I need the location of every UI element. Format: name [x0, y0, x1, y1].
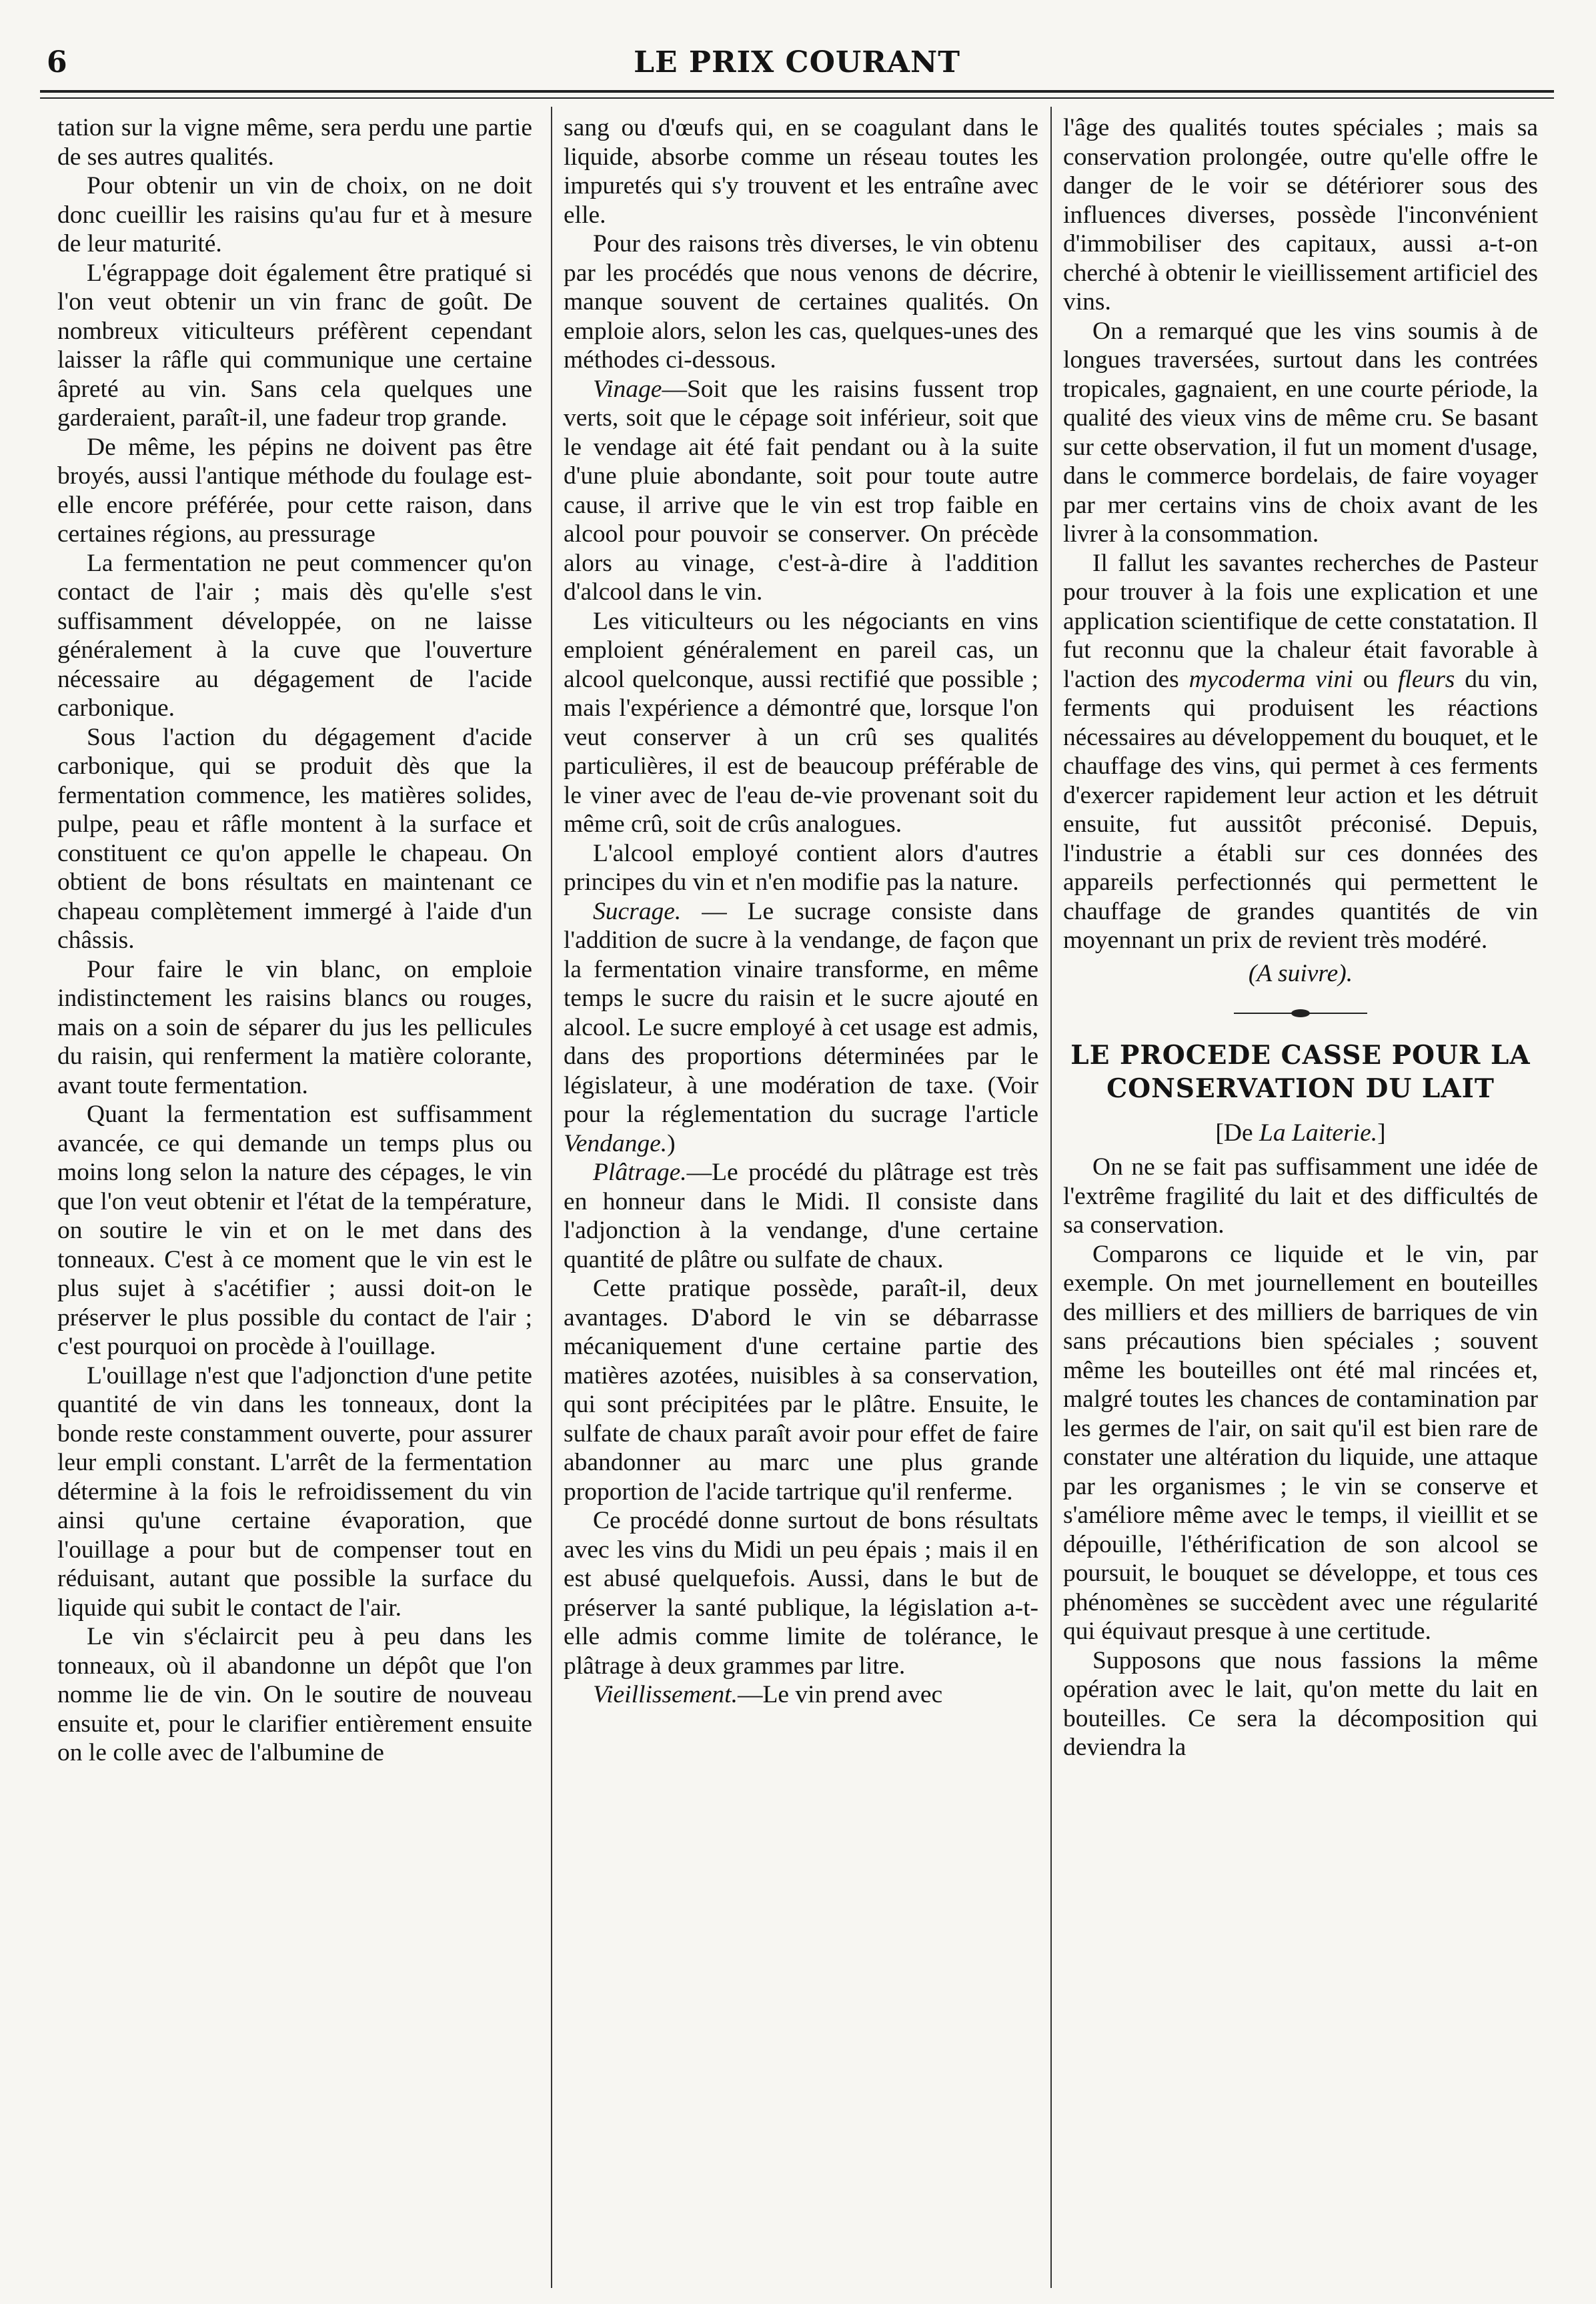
section-label: Vinage	[593, 375, 662, 403]
paragraph-vinage: Vinage—Soit que les raisins fussent trop verts, soit que le cépage soit inférieur, soit que le vendage ait été fait pendant ou à la suite d'une pluie abondante, soit pour toute autre cause, il arrive que le vin est trop faible en alcool pour pouvoir se conserver. On précède alors au vinage, c'est-à-dire à l'addition d'alcool dans le vin.	[564, 375, 1038, 606]
cross-reference: Vendange.	[564, 1129, 668, 1157]
article-source: [De La Laiterie.]	[1215, 1119, 1386, 1147]
column-2	[564, 113, 1038, 2275]
paragraph: Le vin s'éclaircit peu à peu dans les tonneaux, où il abandonne un dépôt que l'on nomme lie de vin. On le soutire de nouveau ensuite et, pour le clarifier entièrement ensuite on le colle avec de l'albumine de	[57, 1623, 532, 1766]
paragraph: La fermentation ne peut commencer qu'on contact de l'air ; mais dès qu'elle s'est suffisamment développée, on ne laisse généralement à la cuve que l'ouverture nécessaire au dégagement de l'acide carbonique.	[57, 549, 532, 722]
paragraph: tation sur la vigne même, sera perdu une partie de ses autres qualités.	[57, 114, 532, 171]
page-number: 6	[47, 45, 67, 79]
column-1	[57, 113, 532, 2275]
paragraph: l'âge des qualités toutes spéciales ; mais sa conservation prolongée, outre qu'elle offre le danger de le voir se détériorer sous des influences diverses, possède l'inconvénient d'immobiliser des capitaux, aussi a-t-on cherché à obtenir le vieillissement artificiel des vins.	[1063, 114, 1538, 316]
paragraph: Supposons que nous fassions la même opération avec le lait, qu'on mette du lait en bouteilles. Ce sera la décomposition qui deviendra la	[1063, 1646, 1538, 1761]
paragraph: Cette pratique possède, paraît-il, deux avantages. D'abord le vin se débarrasse mécaniquement d'une certaine partie des matières azotées, nuisibles à sa conservation, qui sont précipitées par le plâtre. Ensuite, le sulfate de chaux paraît avoir pour effet de faire abandonner au marc une plus grande proportion de l'acide tartrique qu'il renferme.	[564, 1275, 1038, 1506]
paragraph: L'ouillage n'est que l'adjonction d'une petite quantité de vin dans les tonneaux, dont la bonde reste constamment ouverte, pour assurer leur empli constant. L'arrêt de la fermentation détermine à la fois le refroidissement du vin ainsi qu'une certaine évaporation, que l'ouillage a pour but de compenser tout en réduisant, autant que possible la surface du liquide qui subit le contact de l'air.	[57, 1361, 532, 1622]
paragraph-vieillissement: Vieillissement.—Le vin prend avec	[593, 1681, 943, 1708]
paragraph: Pour faire le vin blanc, on emploie indistinctement les raisins blancs ou rouges, mais on a soin de séparer du jus les pellicules du raisin, qui renferment la matière colorante, avant toute fermentation.	[57, 955, 532, 1099]
paragraph: L'alcool employé contient alors d'autres principes du vin et n'en modifie pas la nature.	[564, 839, 1038, 896]
paragraph: Pour obtenir un vin de choix, on ne doit donc cueillir les raisins qu'au fur et à mesure de leur maturité.	[57, 172, 532, 257]
header-rule-thin	[40, 97, 1554, 99]
paragraph: L'égrappage doit également être pratiqué si l'on veut obtenir un vin franc de goût. De nombreux viticulteurs préfèrent cependant laisser la râfle qui communique une certaine âpreté au vin. Sans cela quelques une garderaient, paraît-il, une fadeur trop grande.	[57, 259, 532, 432]
page-header	[40, 40, 1554, 87]
paragraph: On a remarqué que les vins soumis à de longues traversées, surtout dans les contrées tropicales, gagnaient, en une courte période, la qualité des vieux vins de même cru. Se basant sur cette observation, il fut un moment d'usage, dans le commerce bordelais, de faire voyager par mer certains vins de choix avant de les livrer à la consommation.	[1063, 317, 1538, 548]
running-title: LE PRIX COURANT	[634, 45, 960, 79]
header-rule	[40, 90, 1554, 93]
column-3	[1063, 113, 1538, 2275]
paragraph: Pour des raisons très diverses, le vin obtenu par les procédés que nous venons de décrire, manque souvent de certaines qualités. On emploie alors, selon les cas, quelques-unes des méthodes ci-dessous.	[564, 230, 1038, 374]
paragraph: sang ou d'œufs qui, en se coagulant dans le liquide, absorbe comme un réseau toutes les impuretés qui s'y trouvent et les entraîne avec elle.	[564, 114, 1038, 229]
to-be-continued: (A suivre).	[1248, 959, 1353, 987]
paragraph: Sous l'action du dégagement d'acide carbonique, qui se produit dès que la fermentation commence, les matières solides, pulpe, peau et râfle montent à la surface et constituent ce qu'on appelle le chapeau. On obtient de bons résultats en maintenant ce chapeau complètement immergé à l'aide d'un châssis.	[57, 723, 532, 954]
section-label: Plâtrage.	[593, 1159, 687, 1186]
section-label: Vieillissement.	[593, 1681, 738, 1708]
paragraph: On ne se fait pas suffisamment une idée de l'extrême fragilité du lait et des difficultés de sa conservation.	[1063, 1153, 1538, 1239]
column-divider	[551, 107, 552, 2288]
paragraph: Comparons ce liquide et le vin, par exemple. On met journellement en bouteilles des milliers et des milliers de barriques de vin sans précautions bien spéciales ; souvent même les bouteilles ont été mal rincées et, malgré toutes les chances de contamination par les germes de l'air, on sait qu'il est bien rare de constater une altération du liquide, une attaque par les organismes ; le vin se conserve et s'améliore même avec le temps, il vieillit et se dépouille, l'éthérification de son alcool se poursuit, le bouquet se développe, et tous ces phénomènes se succèdent avec une régularité qui équivaut presque à une certitude.	[1063, 1240, 1538, 1645]
article-title: LE PROCEDE CASSE POUR LA CONSERVATION DU LAIT	[1070, 1039, 1531, 1104]
paragraph: Quant la fermentation est suffisamment avancée, ce qui demande un temps plus ou moins long selon la nature des cépages, le vin que l'on veut obtenir et l'état de la température, on soutire le vin et on le met dans des tonneaux. C'est à ce moment que le vin est le plus sujet à s'acétifier ; aussi doit-on le préserver le plus possible du contact de l'air ; c'est pourquoi on procède à l'ouillage.	[57, 1101, 532, 1360]
ornament-icon	[1234, 1008, 1367, 1019]
ornament-divider	[1063, 997, 1538, 1027]
paragraph: Les viticulteurs ou les négociants en vins emploient généralement en pareil cas, un alcool quelconque, aussi rectifié que possible ; mais l'expérience a démontré que, lorsque l'on veut conserver à un crû ses qualités particulières, il est de beaucoup préférable de le viner avec de l'eau de-vie provenant soit du même crû, soit de crûs analogues.	[564, 607, 1038, 838]
paragraph-sucrage: Sucrage. — Le sucrage consiste dans l'addition de sucre à la vendange, de façon que la fermentation vinaire transforme, en même temps le sucre du raisin et le sucre ajouté en alcool. Le sucre employé à cet usage est admis, dans des proportions déterminées par le législateur, à une modération de taxe. (Voir pour la réglementation du sucrage l'article Vendange.)	[564, 897, 1038, 1157]
paragraph: Ce procédé donne surtout de bons résultats avec les vins du Midi un peu épais ; mais il en est abusé quelquefois. Aussi, dans le but de préserver la santé publique, la législation a-t-elle admis comme limite de tolérance, le plâtrage à deux grammes par litre.	[564, 1507, 1038, 1680]
paragraph: Il fallut les savantes recherches de Pasteur pour trouver à la fois une explication et une application scientifique de cette constatation. Il fut reconnu que la chaleur était favorable à l'action des mycoderma vini ou fleurs du vin, ferments qui produisent les réactions nécessaires au développement du bouquet, et le chauffage des vins, qui permet à ces ferments d'exercer rapidement leur action et les détruit ensuite, fut aussitôt préconisé. Depuis, l'industrie a établi sur ces données des appareils perfectionnés qui permettent le chauffage de grandes quantités de vin moyennant un prix de revient très modéré.	[1063, 549, 1538, 954]
paragraph-platrage: Plâtrage.—Le procédé du plâtrage est très en honneur dans le Midi. Il consiste dans l'adjonction à la vendange, d'une certaine quantité de plâtre ou sulfate de chaux.	[564, 1159, 1038, 1273]
section-label: Sucrage.	[593, 897, 682, 925]
paragraph: De même, les pépins ne doivent pas être broyés, aussi l'antique méthode du foulage est-elle encore préférée, pour cette raison, dans certaines régions, au pressurage	[57, 433, 532, 548]
column-divider	[1050, 107, 1052, 2288]
